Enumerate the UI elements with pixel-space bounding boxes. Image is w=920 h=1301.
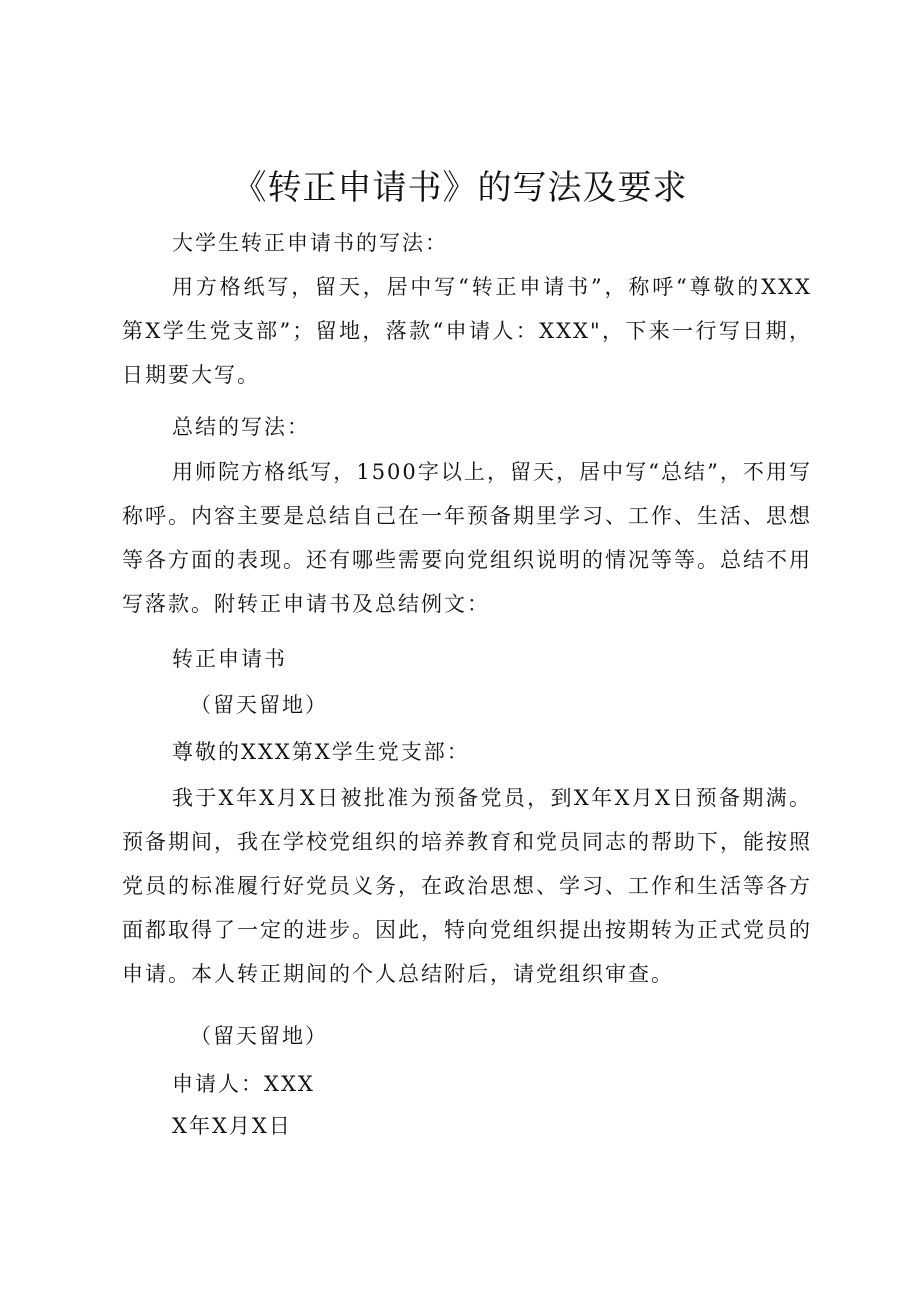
date-line: X年X月X日	[172, 1114, 292, 1138]
section2-heading: 总结的写法：	[172, 415, 310, 439]
note-top: （留天留地）	[190, 693, 328, 717]
salutation: 尊敬的XXX第X学生党支部：	[172, 740, 470, 764]
section1-heading: 大学生转正申请书的写法：	[172, 231, 448, 255]
sample-title: 转正申请书	[172, 647, 287, 671]
sample-body: 我于X年X月X日被批准为预备党员，到X年X月X日预备期满。预备期间，我在学校党组织的培养教育和党员同志的帮助下，能按照党员的标准履行好党员义务，在政治思想、学习、工作和生活等各方面都取得了一定的进步。因此，特向党组织提出按期转为正式党员的申请。本人转正期间的个人总结附后，请党组织审查。	[122, 786, 812, 986]
section2-body: 用师院方格纸写，1500字以上，留天，居中写“总结”，不用写称呼。内容主要是总结自己在一年预备期里学习、工作、生活、思想等各方面的表现。还有哪些需要向党组织说明的情况等等。总结不用写落款。附转正申请书及总结例文：	[122, 460, 812, 616]
applicant-line: 申请人：XXX	[172, 1072, 315, 1096]
document-title: 《转正申请书》的写法及要求	[232, 168, 688, 208]
note-bottom: （留天留地）	[190, 1024, 328, 1048]
section1-body: 用方格纸写，留天，居中写“转正申请书”，称呼“尊敬的XXX第X学生党支部”；留地，落款“申请人：XXX"，下来一行写日期，日期要大写。	[122, 275, 812, 387]
